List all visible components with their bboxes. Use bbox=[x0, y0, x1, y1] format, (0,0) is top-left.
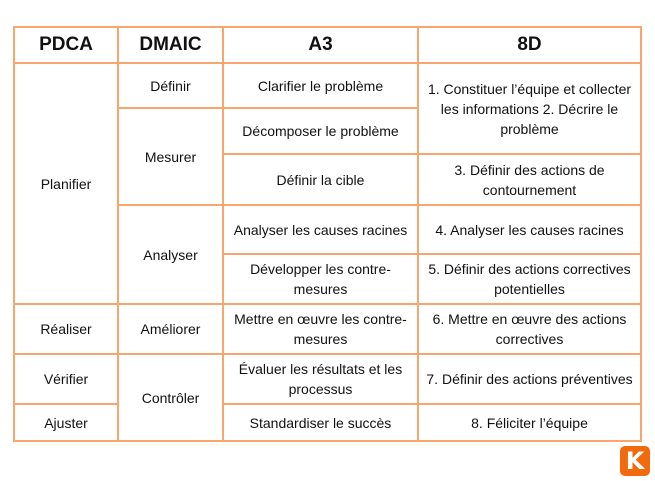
8d-cell: 7. Définir des actions préventives bbox=[418, 354, 641, 404]
dmaic-controler: Contrôler bbox=[118, 354, 223, 441]
a3-cell: Mettre en œuvre les contre-mesures bbox=[223, 304, 418, 354]
pdca-planifier: Planifier bbox=[14, 63, 118, 304]
8d-cell: 3. Définir des actions de contournement bbox=[418, 154, 641, 205]
a3-cell: Évaluer les résultats et les processus bbox=[223, 354, 418, 404]
header-row bbox=[14, 27, 641, 63]
a3-cell: Décomposer le problème bbox=[223, 108, 418, 154]
header-8d: 8D bbox=[418, 27, 641, 63]
pdca-realiser: Réaliser bbox=[14, 304, 118, 354]
a3-cell: Clarifier le problème bbox=[223, 63, 418, 108]
8d-cell: 5. Définir des actions correctives potentielles bbox=[418, 254, 641, 304]
a3-cell: Standardiser le succès bbox=[223, 404, 418, 441]
brand-logo: K bbox=[620, 446, 650, 476]
8d-cell: 4. Analyser les causes racines bbox=[418, 205, 641, 254]
dmaic-definir: Définir bbox=[118, 63, 223, 108]
pdca-verifier: Vérifier bbox=[14, 354, 118, 404]
pdca-ajuster: Ajuster bbox=[14, 404, 118, 441]
a3-cell: Développer les contre-mesures bbox=[223, 254, 418, 304]
a3-cell: Définir la cible bbox=[223, 154, 418, 205]
8d-cell: 1. Constituer l’équipe et collecter les informations 2. Décrire le problème bbox=[418, 63, 641, 154]
dmaic-analyser: Analyser bbox=[118, 205, 223, 304]
a3-cell: Analyser les causes racines bbox=[223, 205, 418, 254]
methods-comparison-table bbox=[13, 26, 642, 442]
header-a3: A3 bbox=[223, 27, 418, 63]
8d-cell: 6. Mettre en œuvre des actions correctives bbox=[418, 304, 641, 354]
dmaic-mesurer: Mesurer bbox=[118, 108, 223, 205]
header-dmaic: DMAIC bbox=[118, 27, 223, 63]
8d-cell: 8. Féliciter l’équipe bbox=[418, 404, 641, 441]
header-pdca: PDCA bbox=[14, 27, 118, 63]
dmaic-ameliorer: Améliorer bbox=[118, 304, 223, 354]
